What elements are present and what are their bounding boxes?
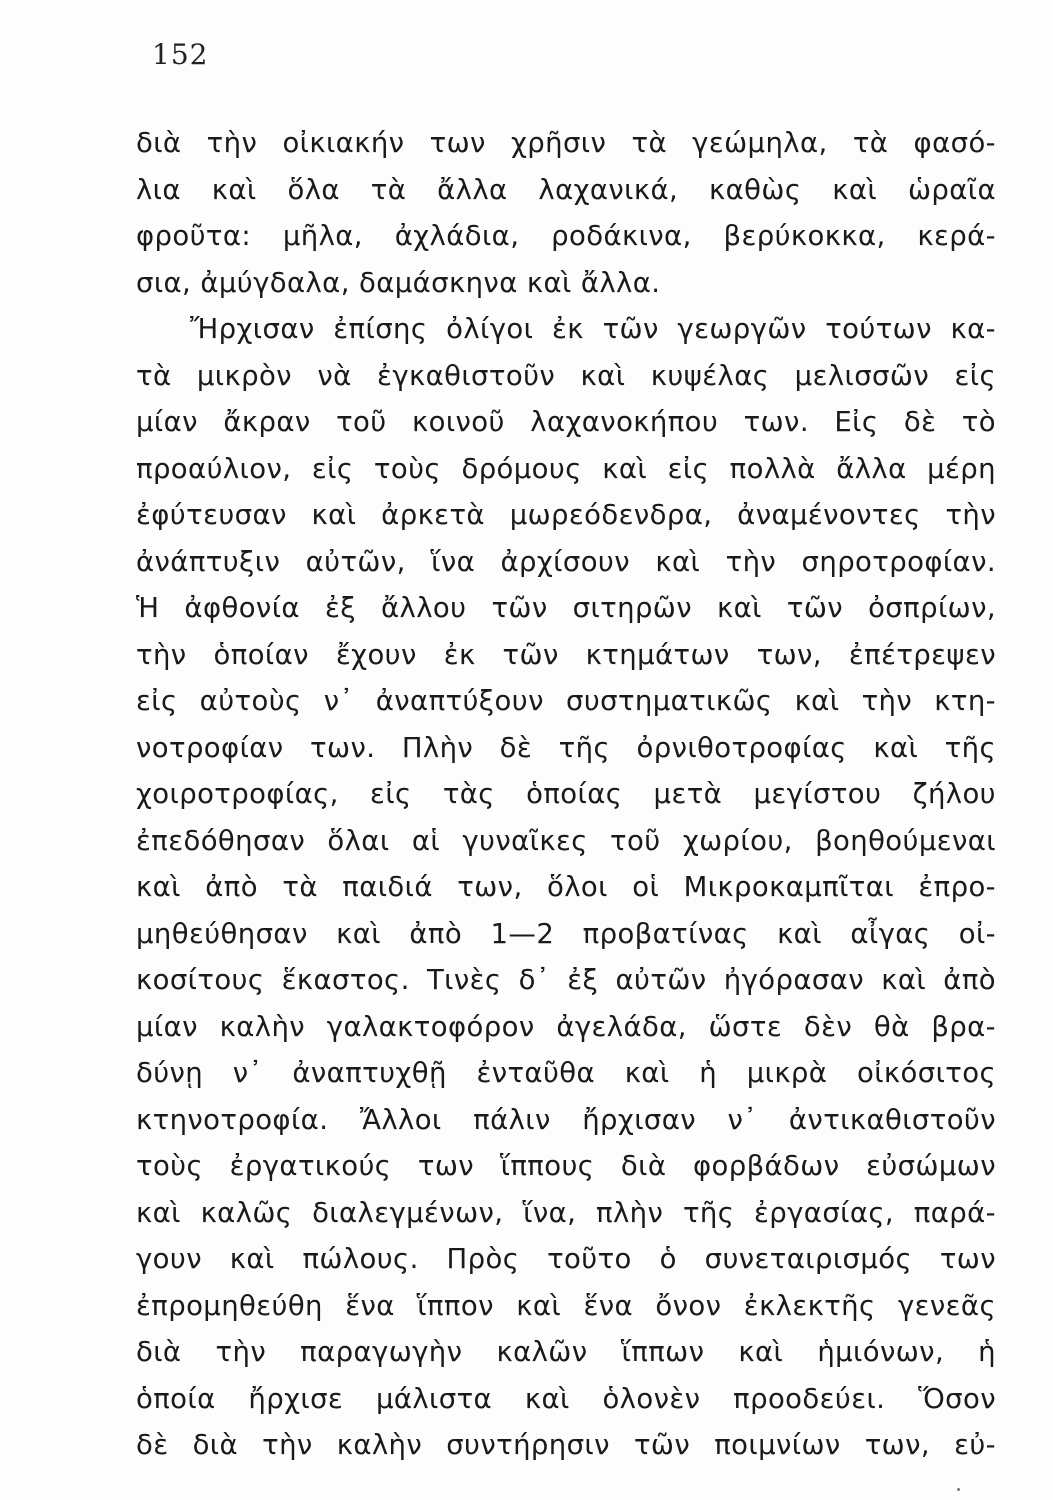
text-line: σια, ἀμύγδαλα, δαμάσκηνα καὶ ἄλλα.: [136, 266, 661, 299]
text-line: γουν καὶ πώλους. Πρὸς τοῦτο ὁ συνεταιρισμός των: [136, 1243, 996, 1275]
text-line: ἀνάπτυξιν αὐτῶν, ἵνα ἀρχίσουν καὶ τὴν σηροτροφίαν.: [136, 545, 996, 578]
text-line: τὴν ὁποίαν ἔχουν ἐκ τῶν κτημάτων των, ἐπέτρεψεν: [136, 638, 996, 671]
text-line: εἰς αὐτοὺς ν᾽ ἀναπτύξουν συστηματικῶς καὶ τὴν κτη-: [136, 685, 996, 717]
text-line: χοιροτροφίας, εἰς τὰς ὁποίας μετὰ μεγίστου ζήλου: [136, 778, 996, 810]
paper-speck: [957, 1488, 960, 1491]
text-line: φροῦτα: μῆλα, ἀχλάδια, ροδάκινα, βερύκοκκα, κερά-: [136, 220, 996, 252]
text-line: διὰ τὴν παραγωγὴν καλῶν ἵππων καὶ ἡμιόνων, ἡ: [136, 1336, 996, 1368]
text-line: καὶ ἀπὸ τὰ παιδιά των, ὅλοι οἱ Μικροκαμπῖται ἐπρο-: [136, 871, 996, 903]
text-line: δὲ διὰ τὴν καλὴν συντήρησιν τῶν ποιμνίων των, εὐ-: [136, 1429, 996, 1461]
text-line: λια καὶ ὅλα τὰ ἄλλα λαχανικά, καθὼς καὶ ὡραῖα: [136, 173, 996, 206]
body-text: [136, 120, 996, 1469]
text-line: μηθεύθησαν καὶ ἀπὸ 1—2 προβατίνας καὶ αἶγας οἰ-: [136, 917, 996, 950]
text-line: Ἡ ἀφθονία ἐξ ἄλλου τῶν σιτηρῶν καὶ τῶν ὀσπρίων,: [136, 592, 996, 624]
text-line: τὰ μικρὸν νὰ ἐγκαθιστοῦν καὶ κυψέλας μελισσῶν εἰς: [136, 359, 996, 392]
text-line: μίαν καλὴν γαλακτοφόρον ἀγελάδα, ὥστε δὲν θὰ βρα-: [136, 1010, 996, 1043]
text-line: ἐφύτευσαν καὶ ἀρκετὰ μωρεόδενδρα, ἀναμένοντες τὴν: [136, 499, 996, 531]
text-line: προαύλιον, εἰς τοὺς δρόμους καὶ εἰς πολλὰ ἄλλα μέρη: [136, 452, 996, 485]
text-line: τοὺς ἐργατικούς των ἵππους διὰ φορβάδων εὐσώμων: [136, 1150, 996, 1182]
text-line: ὁποία ἤρχισε μάλιστα καὶ ὁλονὲν προοδεύει. Ὅσον: [136, 1382, 996, 1415]
text-line: διὰ τὴν οἰκιακήν των χρῆσιν τὰ γεώμηλα, τὰ φασό-: [136, 127, 996, 159]
text-line: νοτροφίαν των. Πλὴν δὲ τῆς ὀρνιθοτροφίας καὶ τῆς: [136, 731, 996, 764]
text-line: ἐπεδόθησαν ὅλαι αἱ γυναῖκες τοῦ χωρίου, βοηθούμεναι: [136, 824, 996, 857]
text-line: καὶ καλῶς διαλεγμένων, ἵνα, πλὴν τῆς ἐργασίας, παρά-: [136, 1196, 996, 1229]
text-line: ἐπρομηθεύθη ἕνα ἵππον καὶ ἕνα ὄνον ἐκλεκτῆς γενεᾶς: [136, 1289, 996, 1322]
text-line: κτηνοτροφία. Ἄλλοι πάλιν ἤρχισαν ν᾽ ἀντικαθιστοῦν: [136, 1103, 996, 1136]
page-number: 152: [152, 38, 209, 71]
text-line: μίαν ἄκραν τοῦ κοινοῦ λαχανοκήπου των. Εἰς δὲ τὸ: [136, 406, 996, 438]
text-line: κοσίτους ἕκαστος. Τινὲς δ᾽ ἐξ αὐτῶν ἠγόρασαν καὶ ἀπὸ: [136, 964, 996, 996]
text-line: δύνῃ ν᾽ ἀναπτυχθῇ ἐνταῦθα καὶ ἡ μικρὰ οἰκόσιτος: [136, 1057, 996, 1089]
paragraph-start-line: Ἤρχισαν ἐπίσης ὀλίγοι ἐκ τῶν γεωργῶν τούτων κα-: [190, 313, 996, 345]
